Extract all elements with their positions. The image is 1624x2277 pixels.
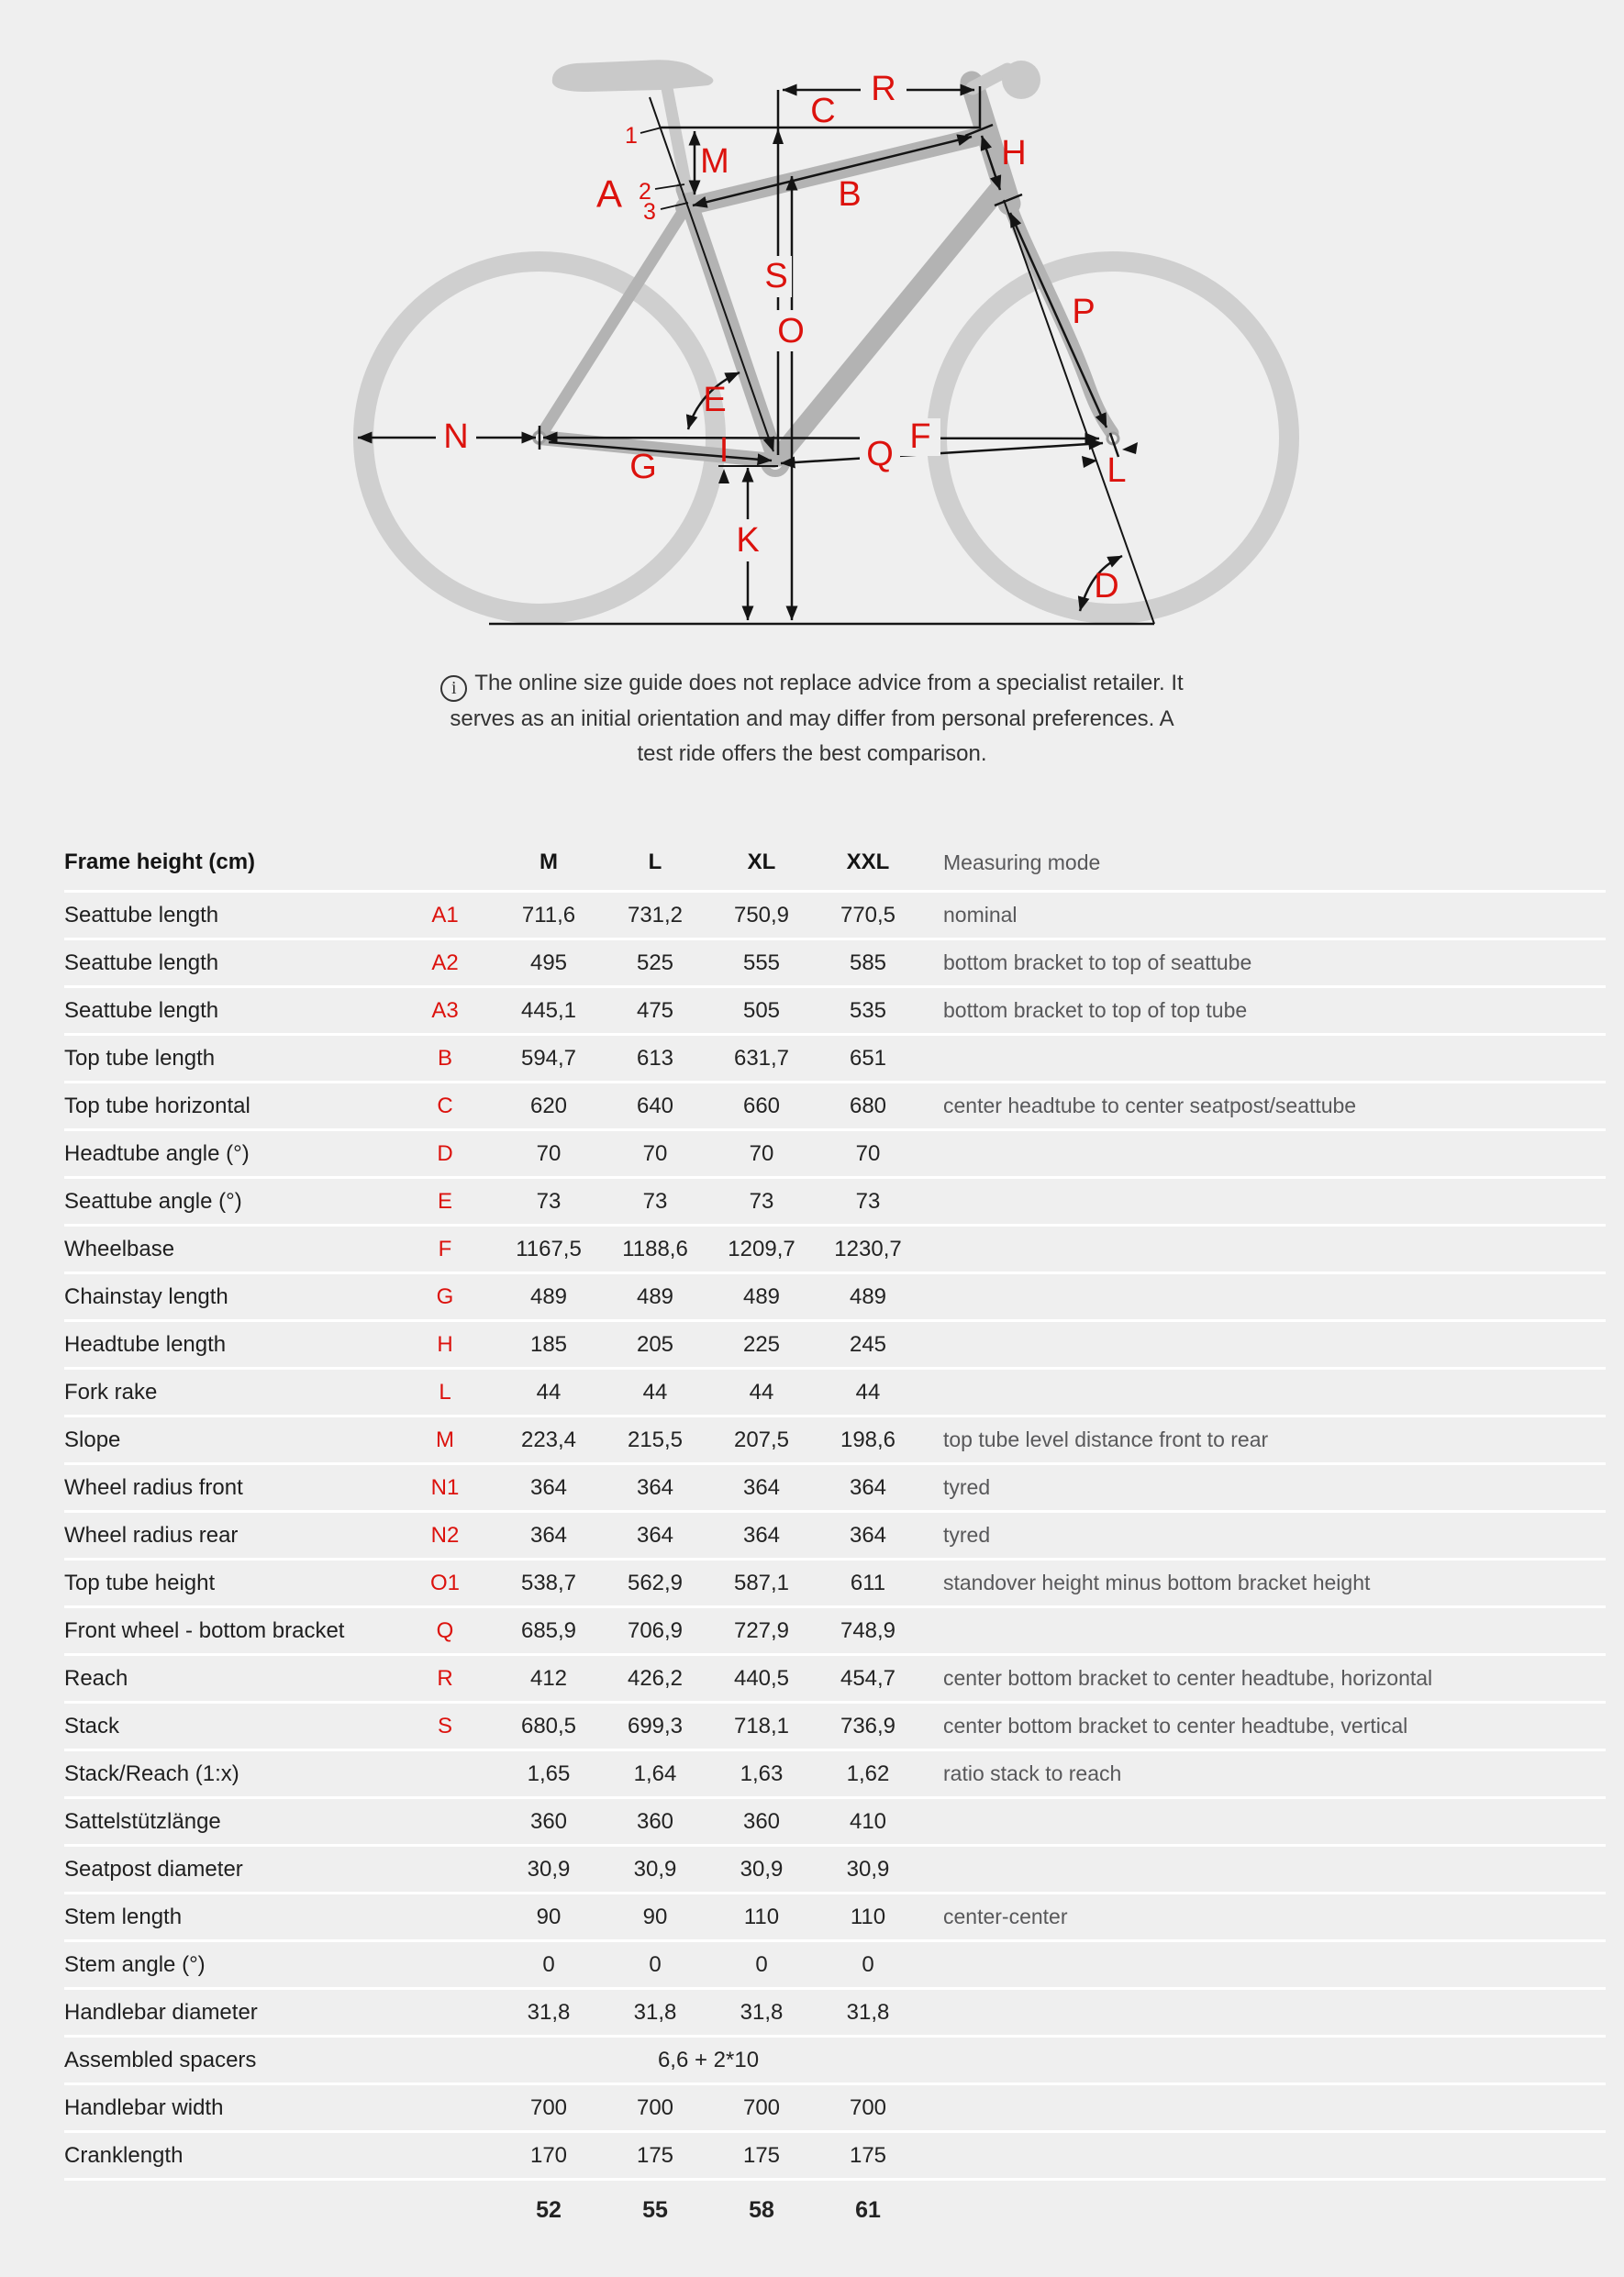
table-row <box>64 1036 1606 1083</box>
info-icon: i <box>440 675 467 702</box>
table-body <box>64 893 1606 2181</box>
row-value-xl: 555 <box>742 950 781 975</box>
table-row <box>64 1990 1606 2038</box>
row-letter: M <box>436 1427 454 1452</box>
row-value-l: 30,9 <box>633 1856 677 1882</box>
table-row <box>64 1417 1606 1465</box>
row-value-m: 364 <box>529 1474 568 1500</box>
fork-tube <box>1009 204 1112 433</box>
size-guide-note <box>0 666 1624 772</box>
row-value-xxl: 700 <box>849 2094 887 2120</box>
row-value-xl: 44 <box>749 1379 774 1405</box>
table-row <box>64 1370 1606 1417</box>
row-value-xl: 587,1 <box>733 1570 790 1595</box>
row-value-m: 700 <box>529 2094 568 2120</box>
row-value-xxl: 1,62 <box>846 1761 890 1786</box>
row-measuring: tyred <box>943 1523 991 1547</box>
row-value-l: 31,8 <box>633 1999 677 2025</box>
row-measuring: center bottom bracket to center headtube, vertical <box>943 1714 1408 1738</box>
row-value-xl: 440,5 <box>733 1665 790 1691</box>
row-letter: Q <box>436 1617 454 1643</box>
table-row <box>64 940 1606 988</box>
row-value-xxl: 454,7 <box>840 1665 896 1691</box>
row-value-xl: 31,8 <box>740 1999 784 2025</box>
table-footer-row <box>64 2181 1606 2239</box>
row-value-l: 1,64 <box>633 1761 677 1786</box>
row-value-l: 706,9 <box>627 1617 684 1643</box>
row-value-l: 175 <box>636 2142 674 2168</box>
row-value-xl: 110 <box>743 1904 780 1929</box>
row-measuring: bottom bracket to top of seattube <box>943 950 1252 974</box>
row-letter: R <box>437 1665 453 1691</box>
row-value-xxl: 489 <box>849 1283 887 1309</box>
row-value-xl: 700 <box>742 2094 781 2120</box>
row-value-xxl: 44 <box>855 1379 881 1405</box>
table-title: Frame height (cm) <box>64 850 256 874</box>
row-value-m: 6,6 + 2*10 <box>657 2047 760 2072</box>
row-value-xxl: 364 <box>849 1474 887 1500</box>
bike-geometry-diagram <box>0 0 1624 661</box>
row-label: Seattube angle (°) <box>64 1188 242 1214</box>
row-value-l: 562,9 <box>627 1570 684 1595</box>
row-value-m: 685,9 <box>520 1617 577 1643</box>
row-value-l: 613 <box>636 1045 674 1071</box>
row-value-xxl: 770,5 <box>840 902 896 927</box>
label-gaps <box>436 73 940 561</box>
dimension-letters <box>443 70 1126 605</box>
header-measuring-mode: Measuring mode <box>943 850 1101 874</box>
row-label: Chainstay length <box>64 1283 228 1309</box>
table-row <box>64 1751 1606 1799</box>
footer-size-52: 52 <box>536 2196 562 2223</box>
row-label: Headtube angle (°) <box>64 1140 250 1166</box>
bike-geometry-svg <box>0 0 1624 661</box>
row-value-xl: 225 <box>742 1331 781 1357</box>
note-line-3: test ride offers the best comparison. <box>637 741 987 766</box>
row-value-xxl: 585 <box>849 950 887 975</box>
label-G: G <box>629 448 657 486</box>
row-value-m: 360 <box>529 1808 568 1834</box>
row-value-m: 364 <box>529 1522 568 1548</box>
note-line-2: serves as an initial orientation and may differ from personal preferences. A <box>450 706 1174 731</box>
label-O: O <box>777 312 805 350</box>
row-value-xl: 73 <box>749 1188 774 1214</box>
row-value-m: 538,7 <box>520 1570 577 1595</box>
row-value-xxl: 110 <box>850 1904 886 1929</box>
row-value-l: 1188,6 <box>622 1236 688 1261</box>
row-measuring: bottom bracket to top of top tube <box>943 998 1248 1022</box>
row-value-m: 680,5 <box>520 1713 577 1738</box>
row-value-xl: 660 <box>742 1093 781 1118</box>
row-label: Slope <box>64 1427 121 1452</box>
table-row <box>64 893 1606 940</box>
row-value-m: 489 <box>529 1283 568 1309</box>
table-row <box>64 1083 1606 1131</box>
row-label: Handlebar diameter <box>64 1999 258 2025</box>
row-value-xl: 364 <box>742 1522 781 1548</box>
saddle <box>552 60 714 92</box>
dim-F-line <box>543 438 1099 439</box>
row-value-l: 426,2 <box>627 1665 684 1691</box>
dim-B-line <box>693 137 972 205</box>
label-K: K <box>736 521 760 560</box>
table-row <box>64 1322 1606 1370</box>
row-value-xl: 718,1 <box>733 1713 790 1738</box>
row-value-xl: 505 <box>742 997 781 1023</box>
row-value-xxl: 611 <box>850 1570 886 1595</box>
row-value-l: 205 <box>636 1331 674 1357</box>
table-row <box>64 1274 1606 1322</box>
label-B: B <box>838 175 862 214</box>
row-value-m: 620 <box>529 1093 568 1118</box>
table-row <box>64 1894 1606 1942</box>
row-label: Top tube horizontal <box>64 1093 250 1118</box>
row-value-l: 475 <box>636 997 674 1023</box>
row-value-l: 90 <box>642 1904 668 1929</box>
row-value-m: 594,7 <box>520 1045 577 1071</box>
row-value-xl: 0 <box>755 1951 768 1977</box>
row-value-xl: 1209,7 <box>728 1236 795 1261</box>
label-E: E <box>703 381 727 419</box>
label-H: H <box>1001 134 1027 172</box>
row-value-xxl: 651 <box>849 1045 887 1071</box>
header-size-m: M <box>539 850 558 874</box>
row-label: Seattube length <box>64 950 219 975</box>
label-P: P <box>1072 293 1096 331</box>
row-measuring: ratio stack to reach <box>943 1761 1122 1785</box>
table-row <box>64 2038 1606 2085</box>
label-Q: Q <box>866 435 894 473</box>
row-value-l: 0 <box>649 1951 662 1977</box>
row-value-xxl: 70 <box>855 1140 881 1166</box>
row-label: Fork rake <box>64 1379 158 1405</box>
row-value-m: 1,65 <box>527 1761 571 1786</box>
label-A: A <box>595 172 623 216</box>
row-value-m: 30,9 <box>527 1856 571 1882</box>
down-tube <box>779 191 997 457</box>
row-letter: C <box>437 1093 453 1118</box>
row-value-m: 70 <box>536 1140 562 1166</box>
row-label: Stem angle (°) <box>64 1951 206 1977</box>
footer-size-55: 55 <box>642 2196 668 2223</box>
row-value-xxl: 245 <box>849 1331 887 1357</box>
row-value-xl: 364 <box>742 1474 781 1500</box>
row-value-xl: 727,9 <box>733 1617 790 1643</box>
row-value-xxl: 748,9 <box>840 1617 896 1643</box>
row-label: Seattube length <box>64 902 219 927</box>
row-label: Front wheel - bottom bracket <box>64 1617 345 1643</box>
row-label: Wheel radius rear <box>64 1522 239 1548</box>
row-value-xxl: 680 <box>849 1093 887 1118</box>
row-value-l: 70 <box>642 1140 668 1166</box>
row-value-l: 700 <box>636 2094 674 2120</box>
table-row <box>64 2085 1606 2133</box>
row-label: Top tube length <box>64 1045 216 1071</box>
row-value-xxl: 175 <box>849 2142 887 2168</box>
row-measuring: standover height minus bottom bracket height <box>943 1571 1371 1594</box>
row-measuring: center headtube to center seatpost/seattube <box>943 1094 1357 1117</box>
table-row <box>64 1561 1606 1608</box>
row-letter: G <box>436 1283 454 1309</box>
row-value-l: 73 <box>642 1188 668 1214</box>
label-C: C <box>810 92 836 130</box>
row-label: Stack/Reach (1:x) <box>64 1761 239 1786</box>
row-letter: B <box>437 1045 452 1071</box>
table-row <box>64 1179 1606 1227</box>
row-value-xxl: 410 <box>849 1808 887 1834</box>
row-letter: N1 <box>430 1474 460 1500</box>
row-value-m: 185 <box>529 1331 568 1357</box>
handlebar-grip <box>1002 61 1040 99</box>
row-letter: N2 <box>430 1522 460 1548</box>
row-value-l: 699,3 <box>627 1713 684 1738</box>
row-letter: D <box>437 1140 453 1166</box>
label-3: 3 <box>643 199 656 225</box>
row-letter: L <box>439 1379 451 1405</box>
label-R: R <box>871 70 896 108</box>
label-I: I <box>718 431 729 470</box>
row-value-m: 0 <box>542 1951 555 1977</box>
row-value-m: 31,8 <box>527 1999 571 2025</box>
row-value-xxl: 736,9 <box>840 1713 896 1738</box>
row-value-l: 364 <box>636 1474 674 1500</box>
row-value-xl: 207,5 <box>733 1427 790 1452</box>
row-value-l: 731,2 <box>627 902 684 927</box>
row-letter: H <box>437 1331 453 1357</box>
row-value-m: 495 <box>529 950 568 975</box>
table-row <box>64 1942 1606 1990</box>
row-value-xl: 750,9 <box>733 902 790 927</box>
row-value-l: 640 <box>636 1093 674 1118</box>
label-S: S <box>764 257 788 295</box>
row-value-m: 44 <box>536 1379 562 1405</box>
table-row <box>64 1847 1606 1894</box>
table-row <box>64 1513 1606 1561</box>
row-letter: E <box>437 1188 452 1214</box>
row-label: Assembled spacers <box>64 2047 257 2072</box>
row-measuring: top tube level distance front to rear <box>943 1427 1269 1451</box>
note-text-1: The online size guide does not replace advice from a specialist retailer. It <box>474 671 1184 695</box>
note-line-1 <box>0 666 1624 702</box>
row-value-xl: 175 <box>742 2142 781 2168</box>
row-label: Handlebar width <box>64 2094 224 2120</box>
row-label: Seatpost diameter <box>64 1856 243 1882</box>
row-label: Stack <box>64 1713 120 1738</box>
row-value-l: 360 <box>636 1808 674 1834</box>
row-value-m: 711,6 <box>521 902 576 927</box>
row-letter: O1 <box>429 1570 460 1595</box>
label-L: L <box>1107 451 1127 490</box>
table-row <box>64 1799 1606 1847</box>
footer-size-61: 61 <box>855 2196 881 2223</box>
row-measuring: nominal <box>943 903 1018 927</box>
label-1: 1 <box>625 123 638 149</box>
row-value-xl: 1,63 <box>740 1761 784 1786</box>
row-value-xxl: 364 <box>849 1522 887 1548</box>
row-measuring: center-center <box>943 1905 1068 1928</box>
row-value-xl: 70 <box>749 1140 774 1166</box>
row-label: Sattelstützlänge <box>64 1808 221 1834</box>
dim-S-arrow <box>773 128 784 144</box>
table-row <box>64 1704 1606 1751</box>
row-label: Reach <box>64 1665 128 1691</box>
row-letter: A2 <box>431 950 459 975</box>
header-size-xl: XL <box>747 850 776 874</box>
row-value-m: 73 <box>536 1188 562 1214</box>
leader-1 <box>640 128 662 133</box>
row-label: Cranklength <box>64 2142 184 2168</box>
row-value-m: 170 <box>529 2142 568 2168</box>
row-letter: A1 <box>431 902 459 927</box>
row-measuring: tyred <box>943 1475 991 1499</box>
label-M: M <box>700 142 729 181</box>
label-D: D <box>1094 567 1119 605</box>
row-value-l: 489 <box>636 1283 674 1309</box>
row-value-m: 412 <box>529 1665 568 1691</box>
row-value-xxl: 535 <box>849 997 887 1023</box>
table-row <box>64 1465 1606 1513</box>
row-letter: A3 <box>431 997 459 1023</box>
table-row <box>64 1131 1606 1179</box>
row-label: Wheel radius front <box>64 1474 243 1500</box>
row-value-xxl: 198,6 <box>840 1427 896 1452</box>
table-row <box>64 988 1606 1036</box>
label-N: N <box>443 417 469 456</box>
row-label: Seattube length <box>64 997 219 1023</box>
row-label: Headtube length <box>64 1331 227 1357</box>
row-value-xxl: 73 <box>855 1188 881 1214</box>
table-row <box>64 1656 1606 1704</box>
row-value-m: 1167,5 <box>516 1236 582 1261</box>
row-value-xl: 30,9 <box>740 1856 784 1882</box>
row-value-l: 215,5 <box>627 1427 684 1452</box>
row-value-l: 525 <box>636 950 674 975</box>
table-row <box>64 1608 1606 1656</box>
row-label: Top tube height <box>64 1570 216 1595</box>
row-value-m: 445,1 <box>520 997 577 1023</box>
row-value-m: 90 <box>536 1904 562 1929</box>
geometry-table <box>64 835 1606 2239</box>
label-F: F <box>909 417 931 456</box>
row-measuring: center bottom bracket to center headtube, horizontal <box>943 1666 1433 1690</box>
row-value-xl: 631,7 <box>733 1045 790 1071</box>
row-label: Wheelbase <box>64 1236 175 1261</box>
label-2: 2 <box>639 179 651 205</box>
row-value-m: 223,4 <box>520 1427 577 1452</box>
row-value-xxl: 1230,7 <box>834 1236 902 1261</box>
header-size-xxl: XXL <box>846 850 890 874</box>
row-value-l: 44 <box>642 1379 668 1405</box>
header-size-l: L <box>648 850 662 874</box>
row-value-xl: 360 <box>742 1808 781 1834</box>
row-letter: S <box>437 1713 452 1738</box>
table-header-row <box>64 835 1606 893</box>
row-label: Stem length <box>64 1904 183 1929</box>
row-value-l: 364 <box>636 1522 674 1548</box>
table-row <box>64 2133 1606 2181</box>
row-value-xxl: 30,9 <box>846 1856 890 1882</box>
table-row <box>64 1227 1606 1274</box>
footer-size-58: 58 <box>749 2196 774 2223</box>
row-value-xl: 489 <box>742 1283 781 1309</box>
row-value-xxl: 0 <box>862 1951 874 1977</box>
row-value-xxl: 31,8 <box>846 1999 890 2025</box>
row-letter: F <box>438 1236 452 1261</box>
